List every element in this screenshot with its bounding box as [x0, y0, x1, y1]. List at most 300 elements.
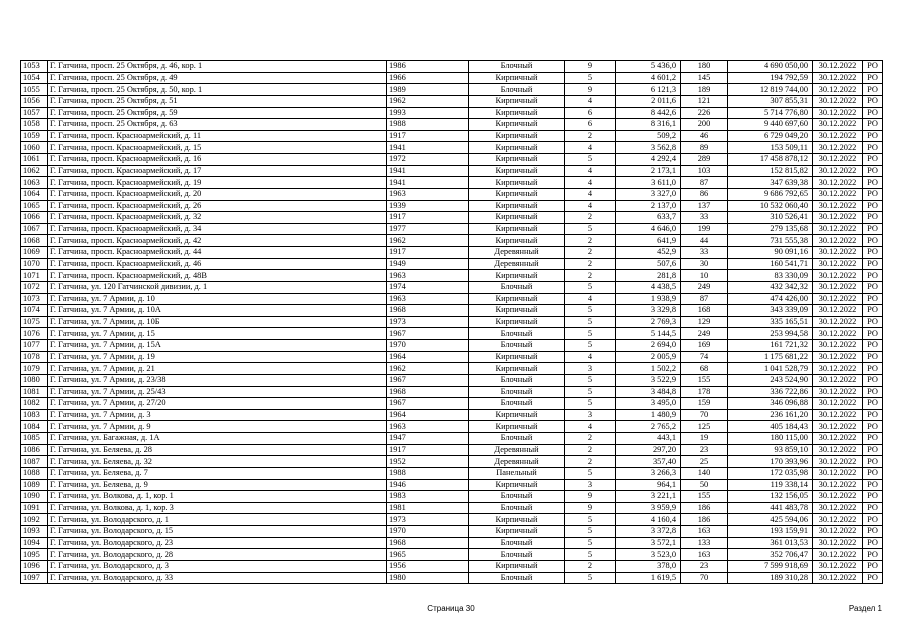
cell-area: 3 562,8: [616, 142, 681, 154]
cell-wall-material: Кирпичный: [469, 305, 565, 317]
cell-residents: 46: [681, 130, 728, 142]
cell-row-number: 1076: [21, 328, 48, 340]
cell-address: Г. Гатчина, просп. Красноармейский, д. 32: [48, 212, 387, 224]
cell-wall-material: Блочный: [469, 537, 565, 549]
cell-area: 1 619,5: [616, 572, 681, 584]
cell-date: 30.12.2022: [813, 84, 863, 96]
cell-wall-material: Кирпичный: [469, 72, 565, 84]
cell-wall-material: Деревянный: [469, 444, 565, 456]
cell-wall-material: Кирпичный: [469, 223, 565, 235]
cell-address: Г. Гатчина, ул. 7 Армии, д. 25/43: [48, 386, 387, 398]
table-row: [21, 514, 883, 526]
table-row: [21, 374, 883, 386]
table-row: [21, 107, 883, 119]
cell-date: 30.12.2022: [813, 142, 863, 154]
cell-residents: 23: [681, 560, 728, 572]
cell-residents: 180: [681, 61, 728, 73]
cell-cost: 119 338,14: [728, 479, 813, 491]
cell-date: 30.12.2022: [813, 456, 863, 468]
cell-date: 30.12.2022: [813, 107, 863, 119]
cell-area: 2 769,3: [616, 316, 681, 328]
cell-address: Г. Гатчина, просп. Красноармейский, д. 15: [48, 142, 387, 154]
cell-wall-material: Кирпичный: [469, 421, 565, 433]
cell-row-number: 1064: [21, 188, 48, 200]
cell-build-year: 1993: [387, 107, 469, 119]
table-row: [21, 154, 883, 166]
cell-floors: 2: [565, 212, 616, 224]
cell-residents: 163: [681, 526, 728, 538]
cell-wall-material: Кирпичный: [469, 316, 565, 328]
cell-address: Г. Гатчина, просп. Красноармейский, д. 42: [48, 235, 387, 247]
cell-residents: 140: [681, 467, 728, 479]
cell-build-year: 1973: [387, 316, 469, 328]
table-row: [21, 502, 883, 514]
cell-build-year: 1941: [387, 165, 469, 177]
cell-area: 281,8: [616, 270, 681, 282]
cell-wall-material: Кирпичный: [469, 142, 565, 154]
table-row: [21, 119, 883, 131]
cell-date: 30.12.2022: [813, 549, 863, 561]
cell-row-number: 1090: [21, 491, 48, 503]
cell-area: 633,7: [616, 212, 681, 224]
cell-address: Г. Гатчина, ул. 7 Армии, д. 3: [48, 409, 387, 421]
table-row: [21, 479, 883, 491]
cell-date: 30.12.2022: [813, 386, 863, 398]
cell-wall-material: Кирпичный: [469, 560, 565, 572]
cell-build-year: 1963: [387, 188, 469, 200]
page-number: Страница 30: [427, 604, 475, 613]
cell-floors: 5: [565, 281, 616, 293]
cell-cost: 161 721,32: [728, 340, 813, 352]
cell-cost: 279 135,68: [728, 223, 813, 235]
cell-address: Г. Гатчина, ул. Беляева, д. 32: [48, 456, 387, 468]
cell-area: 443,1: [616, 433, 681, 445]
cell-program-code: РО: [863, 72, 883, 84]
cell-area: 1 938,9: [616, 293, 681, 305]
table-row: [21, 235, 883, 247]
cell-cost: 9 440 697,60: [728, 119, 813, 131]
table-row: [21, 340, 883, 352]
cell-row-number: 1096: [21, 560, 48, 572]
cell-row-number: 1066: [21, 212, 48, 224]
cell-date: 30.12.2022: [813, 235, 863, 247]
cell-address: Г. Гатчина, просп. Красноармейский, д. 16: [48, 154, 387, 166]
cell-build-year: 1952: [387, 456, 469, 468]
cell-program-code: РО: [863, 177, 883, 189]
cell-address: Г. Гатчина, ул. Володарского, д. 28: [48, 549, 387, 561]
cell-floors: 5: [565, 514, 616, 526]
cell-address: Г. Гатчина, ул. Володарского, д. 1: [48, 514, 387, 526]
cell-program-code: РО: [863, 107, 883, 119]
cell-date: 30.12.2022: [813, 537, 863, 549]
cell-floors: 5: [565, 467, 616, 479]
cell-residents: 86: [681, 188, 728, 200]
cell-floors: 4: [565, 188, 616, 200]
cell-date: 30.12.2022: [813, 502, 863, 514]
cell-cost: 7 599 918,69: [728, 560, 813, 572]
cell-wall-material: Деревянный: [469, 258, 565, 270]
cell-floors: 4: [565, 165, 616, 177]
cell-cost: 153 509,11: [728, 142, 813, 154]
table-row: [21, 212, 883, 224]
cell-residents: 121: [681, 95, 728, 107]
cell-date: 30.12.2022: [813, 200, 863, 212]
cell-address: Г. Гатчина, ул. Беляева, д. 9: [48, 479, 387, 491]
cell-address: Г. Гатчина, просп. Красноармейский, д. 19: [48, 177, 387, 189]
cell-wall-material: Блочный: [469, 328, 565, 340]
cell-row-number: 1087: [21, 456, 48, 468]
cell-address: Г. Гатчина, ул. 120 Гатчинской дивизии, д. 1: [48, 281, 387, 293]
cell-residents: 137: [681, 200, 728, 212]
cell-row-number: 1095: [21, 549, 48, 561]
cell-floors: 4: [565, 142, 616, 154]
cell-floors: 5: [565, 374, 616, 386]
cell-program-code: РО: [863, 305, 883, 317]
cell-date: 30.12.2022: [813, 340, 863, 352]
cell-row-number: 1091: [21, 502, 48, 514]
cell-build-year: 1963: [387, 270, 469, 282]
cell-date: 30.12.2022: [813, 154, 863, 166]
cell-row-number: 1088: [21, 467, 48, 479]
cell-build-year: 1981: [387, 502, 469, 514]
cell-area: 3 523,0: [616, 549, 681, 561]
cell-date: 30.12.2022: [813, 526, 863, 538]
cell-program-code: РО: [863, 165, 883, 177]
cell-row-number: 1056: [21, 95, 48, 107]
cell-address: Г. Гатчина, ул. 7 Армии, д. 19: [48, 351, 387, 363]
table-row: [21, 177, 883, 189]
table-row: [21, 363, 883, 375]
cell-program-code: РО: [863, 374, 883, 386]
cell-date: 30.12.2022: [813, 560, 863, 572]
cell-residents: 87: [681, 177, 728, 189]
cell-area: 3 372,8: [616, 526, 681, 538]
cell-address: Г. Гатчина, ул. 7 Армии, д. 15: [48, 328, 387, 340]
cell-address: Г. Гатчина, ул. Волкова, д. 1, кор. 1: [48, 491, 387, 503]
cell-residents: 10: [681, 270, 728, 282]
cell-program-code: РО: [863, 549, 883, 561]
cell-area: 3 329,8: [616, 305, 681, 317]
cell-wall-material: Кирпичный: [469, 293, 565, 305]
cell-floors: 5: [565, 398, 616, 410]
cell-cost: 180 115,00: [728, 433, 813, 445]
table-row: [21, 386, 883, 398]
cell-area: 1 480,9: [616, 409, 681, 421]
cell-build-year: 1968: [387, 537, 469, 549]
table-row: [21, 95, 883, 107]
cell-date: 30.12.2022: [813, 258, 863, 270]
cell-date: 30.12.2022: [813, 305, 863, 317]
cell-date: 30.12.2022: [813, 270, 863, 282]
cell-date: 30.12.2022: [813, 398, 863, 410]
cell-wall-material: Блочный: [469, 84, 565, 96]
cell-build-year: 1956: [387, 560, 469, 572]
cell-floors: 5: [565, 549, 616, 561]
cell-address: Г. Гатчина, ул. 7 Армии, д. 21: [48, 363, 387, 375]
cell-cost: 193 159,91: [728, 526, 813, 538]
cell-floors: 2: [565, 247, 616, 259]
cell-cost: 307 855,31: [728, 95, 813, 107]
cell-build-year: 1962: [387, 235, 469, 247]
cell-cost: 17 458 878,12: [728, 154, 813, 166]
cell-address: Г. Гатчина, ул. Багажная, д. 1А: [48, 433, 387, 445]
cell-wall-material: Блочный: [469, 572, 565, 584]
cell-floors: 5: [565, 537, 616, 549]
cell-date: 30.12.2022: [813, 281, 863, 293]
cell-row-number: 1079: [21, 363, 48, 375]
cell-floors: 6: [565, 107, 616, 119]
cell-address: Г. Гатчина, просп. 25 Октября, д. 46, кор. 1: [48, 61, 387, 73]
cell-residents: 226: [681, 107, 728, 119]
cell-date: 30.12.2022: [813, 212, 863, 224]
cell-cost: 347 639,38: [728, 177, 813, 189]
cell-cost: 194 792,59: [728, 72, 813, 84]
cell-build-year: 1968: [387, 305, 469, 317]
cell-date: 30.12.2022: [813, 409, 863, 421]
cell-build-year: 1986: [387, 61, 469, 73]
cell-wall-material: Блочный: [469, 549, 565, 561]
cell-floors: 5: [565, 572, 616, 584]
cell-build-year: 1917: [387, 130, 469, 142]
cell-floors: 4: [565, 95, 616, 107]
cell-row-number: 1069: [21, 247, 48, 259]
cell-wall-material: Кирпичный: [469, 130, 565, 142]
cell-build-year: 1962: [387, 363, 469, 375]
cell-program-code: РО: [863, 142, 883, 154]
cell-floors: 5: [565, 526, 616, 538]
table-row: [21, 72, 883, 84]
table-row: [21, 223, 883, 235]
cell-wall-material: Деревянный: [469, 247, 565, 259]
cell-build-year: 1939: [387, 200, 469, 212]
cell-address: Г. Гатчина, просп. Красноармейский, д. 11: [48, 130, 387, 142]
cell-residents: 19: [681, 433, 728, 445]
table-row: [21, 549, 883, 561]
cell-residents: 186: [681, 502, 728, 514]
cell-date: 30.12.2022: [813, 177, 863, 189]
cell-wall-material: Кирпичный: [469, 270, 565, 282]
table-row: [21, 491, 883, 503]
cell-cost: 93 859,10: [728, 444, 813, 456]
cell-wall-material: Кирпичный: [469, 95, 565, 107]
cell-row-number: 1053: [21, 61, 48, 73]
cell-residents: 155: [681, 374, 728, 386]
cell-address: Г. Гатчина, просп. Красноармейский, д. 26: [48, 200, 387, 212]
cell-residents: 87: [681, 293, 728, 305]
cell-date: 30.12.2022: [813, 444, 863, 456]
cell-floors: 4: [565, 200, 616, 212]
cell-date: 30.12.2022: [813, 188, 863, 200]
cell-row-number: 1092: [21, 514, 48, 526]
cell-area: 2 765,2: [616, 421, 681, 433]
cell-wall-material: Кирпичный: [469, 409, 565, 421]
cell-program-code: РО: [863, 154, 883, 166]
cell-area: 4 646,0: [616, 223, 681, 235]
cell-address: Г. Гатчина, ул. Володарского, д. 23: [48, 537, 387, 549]
cell-area: 357,40: [616, 456, 681, 468]
cell-wall-material: Кирпичный: [469, 188, 565, 200]
cell-wall-material: Кирпичный: [469, 526, 565, 538]
cell-date: 30.12.2022: [813, 479, 863, 491]
cell-date: 30.12.2022: [813, 72, 863, 84]
cell-address: Г. Гатчина, просп. Красноармейский, д. 34: [48, 223, 387, 235]
cell-build-year: 1963: [387, 421, 469, 433]
cell-row-number: 1054: [21, 72, 48, 84]
table-row: [21, 572, 883, 584]
cell-row-number: 1078: [21, 351, 48, 363]
cell-wall-material: Блочный: [469, 281, 565, 293]
cell-address: Г. Гатчина, просп. Красноармейский, д. 44: [48, 247, 387, 259]
cell-program-code: РО: [863, 409, 883, 421]
cell-residents: 33: [681, 247, 728, 259]
cell-floors: 9: [565, 61, 616, 73]
table-row: [21, 258, 883, 270]
cell-floors: 5: [565, 386, 616, 398]
cell-program-code: РО: [863, 467, 883, 479]
cell-residents: 89: [681, 142, 728, 154]
cell-row-number: 1080: [21, 374, 48, 386]
table-row: [21, 398, 883, 410]
cell-build-year: 1946: [387, 479, 469, 491]
cell-date: 30.12.2022: [813, 293, 863, 305]
cell-address: Г. Гатчина, ул. 7 Армии, д. 9: [48, 421, 387, 433]
cell-wall-material: Кирпичный: [469, 165, 565, 177]
cell-build-year: 1917: [387, 247, 469, 259]
table-row: [21, 560, 883, 572]
cell-program-code: РО: [863, 537, 883, 549]
cell-program-code: РО: [863, 526, 883, 538]
housing-registry-table: [20, 60, 883, 584]
cell-wall-material: Кирпичный: [469, 212, 565, 224]
cell-floors: 4: [565, 177, 616, 189]
cell-cost: 9 686 792,65: [728, 188, 813, 200]
table-row: [21, 421, 883, 433]
cell-program-code: РО: [863, 223, 883, 235]
cell-area: 3 959,9: [616, 502, 681, 514]
cell-date: 30.12.2022: [813, 247, 863, 259]
cell-residents: 44: [681, 235, 728, 247]
cell-build-year: 1967: [387, 398, 469, 410]
cell-cost: 253 994,58: [728, 328, 813, 340]
cell-program-code: РО: [863, 572, 883, 584]
cell-area: 2 005,9: [616, 351, 681, 363]
cell-row-number: 1057: [21, 107, 48, 119]
cell-area: 4 292,4: [616, 154, 681, 166]
cell-program-code: РО: [863, 119, 883, 131]
table-row: [21, 293, 883, 305]
cell-area: 3 266,3: [616, 467, 681, 479]
cell-date: 30.12.2022: [813, 130, 863, 142]
cell-program-code: РО: [863, 502, 883, 514]
cell-floors: 2: [565, 235, 616, 247]
cell-program-code: РО: [863, 456, 883, 468]
cell-area: 5 436,0: [616, 61, 681, 73]
cell-row-number: 1061: [21, 154, 48, 166]
cell-date: 30.12.2022: [813, 363, 863, 375]
cell-program-code: РО: [863, 270, 883, 282]
cell-build-year: 1974: [387, 281, 469, 293]
cell-floors: 2: [565, 270, 616, 282]
cell-row-number: 1055: [21, 84, 48, 96]
table-row: [21, 200, 883, 212]
cell-date: 30.12.2022: [813, 467, 863, 479]
cell-residents: 169: [681, 340, 728, 352]
cell-cost: 361 013,53: [728, 537, 813, 549]
table-row: [21, 142, 883, 154]
cell-area: 3 611,0: [616, 177, 681, 189]
cell-row-number: 1089: [21, 479, 48, 491]
cell-build-year: 1917: [387, 444, 469, 456]
cell-residents: 189: [681, 84, 728, 96]
cell-cost: 4 690 050,00: [728, 61, 813, 73]
cell-cost: 160 541,71: [728, 258, 813, 270]
cell-area: 378,0: [616, 560, 681, 572]
cell-program-code: РО: [863, 293, 883, 305]
cell-date: 30.12.2022: [813, 95, 863, 107]
cell-date: 30.12.2022: [813, 61, 863, 73]
cell-area: 3 221,1: [616, 491, 681, 503]
cell-row-number: 1062: [21, 165, 48, 177]
table-row: [21, 526, 883, 538]
cell-date: 30.12.2022: [813, 491, 863, 503]
cell-row-number: 1077: [21, 340, 48, 352]
cell-row-number: 1073: [21, 293, 48, 305]
cell-date: 30.12.2022: [813, 351, 863, 363]
cell-cost: 132 156,05: [728, 491, 813, 503]
cell-cost: 731 555,38: [728, 235, 813, 247]
cell-floors: 3: [565, 363, 616, 375]
cell-address: Г. Гатчина, просп. 25 Октября, д. 59: [48, 107, 387, 119]
cell-cost: 336 722,86: [728, 386, 813, 398]
cell-program-code: РО: [863, 514, 883, 526]
cell-residents: 129: [681, 316, 728, 328]
table-row: [21, 409, 883, 421]
cell-area: 1 502,2: [616, 363, 681, 375]
cell-cost: 152 815,82: [728, 165, 813, 177]
cell-date: 30.12.2022: [813, 119, 863, 131]
cell-program-code: РО: [863, 351, 883, 363]
cell-program-code: РО: [863, 398, 883, 410]
cell-build-year: 1980: [387, 572, 469, 584]
cell-address: Г. Гатчина, ул. 7 Армии, д. 10А: [48, 305, 387, 317]
cell-floors: 5: [565, 154, 616, 166]
cell-residents: 168: [681, 305, 728, 317]
cell-build-year: 1988: [387, 119, 469, 131]
cell-area: 2 137,0: [616, 200, 681, 212]
cell-cost: 12 819 744,00: [728, 84, 813, 96]
table-row: [21, 444, 883, 456]
cell-wall-material: Блочный: [469, 340, 565, 352]
cell-program-code: РО: [863, 212, 883, 224]
table-row: [21, 433, 883, 445]
cell-build-year: 1963: [387, 293, 469, 305]
cell-address: Г. Гатчина, просп. 25 Октября, д. 49: [48, 72, 387, 84]
cell-program-code: РО: [863, 61, 883, 73]
cell-row-number: 1070: [21, 258, 48, 270]
cell-residents: 186: [681, 514, 728, 526]
cell-wall-material: Блочный: [469, 433, 565, 445]
cell-residents: 200: [681, 119, 728, 131]
cell-program-code: РО: [863, 386, 883, 398]
cell-build-year: 1941: [387, 177, 469, 189]
cell-wall-material: Блочный: [469, 491, 565, 503]
table-row: [21, 537, 883, 549]
cell-cost: 343 339,09: [728, 305, 813, 317]
cell-row-number: 1059: [21, 130, 48, 142]
cell-floors: 5: [565, 223, 616, 235]
cell-cost: 1 041 528,79: [728, 363, 813, 375]
cell-residents: 25: [681, 456, 728, 468]
